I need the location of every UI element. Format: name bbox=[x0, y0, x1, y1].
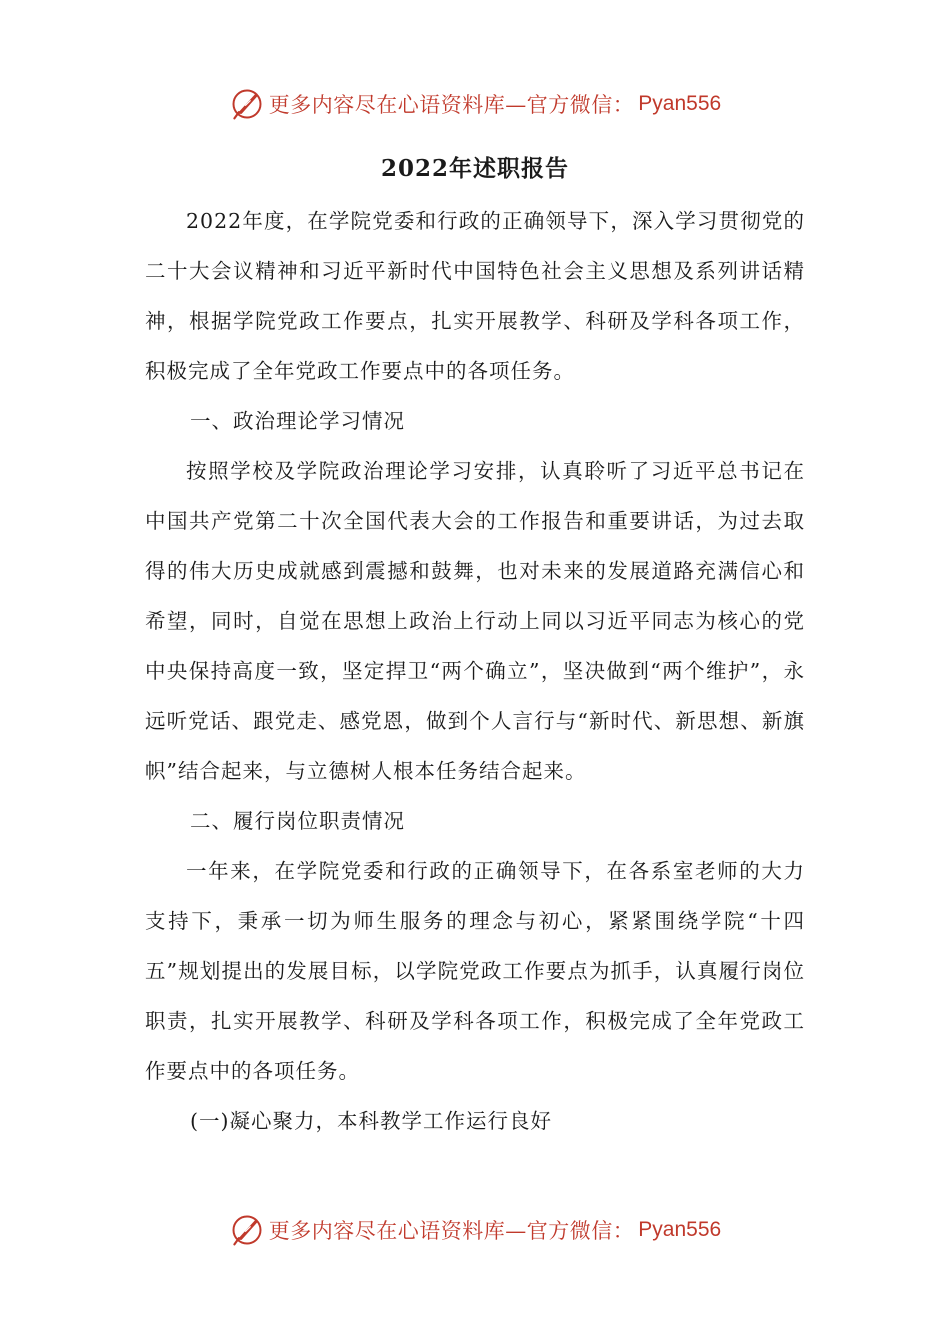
header-banner bbox=[0, 82, 950, 126]
banner-contact-id: Pyan556 bbox=[638, 1218, 722, 1241]
section-heading: (一)凝心聚力，本科教学工作运行良好 bbox=[190, 1109, 552, 1133]
banner-contact-id: Pyan556 bbox=[638, 92, 722, 115]
footer-banner bbox=[0, 1208, 950, 1252]
quill-pen-logo-icon bbox=[229, 1212, 265, 1248]
body-paragraph: 一年来，在学院党委和行政的正确领导下，在各系室老师的大力支持下，秉承一切为师生服务的理念与初心，紧紧围绕学院“十四五”规划提出的发展目标，以学院党政工作要点为抓手，认真履行岗位职责，扎实开展教学、科研及学科各项工作，积极完成了全年党政工作要点中的各项任务。 bbox=[145, 859, 805, 1083]
section-heading: 二、履行岗位职责情况 bbox=[190, 809, 405, 833]
body-paragraph: 按照学校及学院政治理论学习安排，认真聆听了习近平总书记在中国共产党第二十次全国代表大会的工作报告和重要讲话，为过去取得的伟大历史成就感到震撼和鼓舞，也对未来的发展道路充满信心和希望，同时，自觉在思想上政治上行动上同以习近平同志为核心的党中央保持高度一致，坚定捍卫“两个确立”，坚决做到“两个维护”，永远听党话、跟党走、感党恩，做到个人言行与“新时代、新思想、新旗帜”结合起来，与立德树人根本任务结合起来。 bbox=[145, 459, 805, 783]
banner-brand-text: 更多内容尽在心语资料库—官方微信： bbox=[268, 93, 635, 117]
section-heading: 一、政治理论学习情况 bbox=[190, 409, 405, 433]
document-body bbox=[145, 196, 805, 1146]
banner-brand-text: 更多内容尽在心语资料库—官方微信： bbox=[268, 1219, 635, 1243]
body-paragraph: 2022年度，在学院党委和行政的正确领导下，深入学习贯彻党的二十大会议精神和习近平新时代中国特色社会主义思想及系列讲话精神，根据学院党政工作要点，扎实开展教学、科研及学科各项工作，积极完成了全年党政工作要点中的各项任务。 bbox=[145, 209, 805, 383]
document-title: 2022年述职报告 bbox=[380, 155, 569, 182]
quill-pen-logo-icon bbox=[229, 86, 265, 122]
